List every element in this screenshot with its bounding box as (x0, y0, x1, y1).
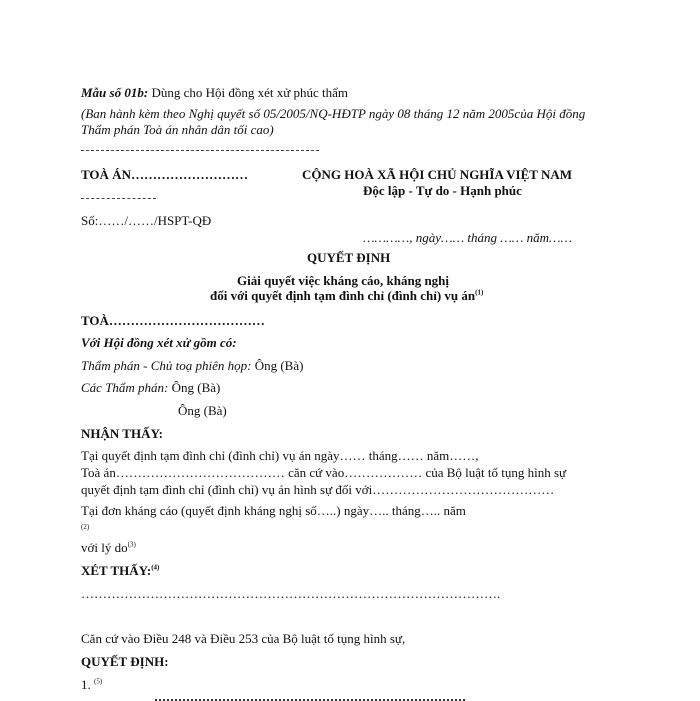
footnote-ref-4: (4) (151, 563, 160, 572)
header-divider (81, 150, 319, 151)
panel-heading: Với Hội đồng xét xử gồm có: (81, 335, 237, 350)
issued-note-line1: (Ban hành kèm theo Nghị quyết số 05/2005/NQ-HĐTP ngày 08 tháng 12 năm 2005của Hội đồng (81, 106, 586, 121)
appeal-line: Tại đơn kháng cáo (quyết định kháng nghị số…..) ngày….. tháng….. năm (81, 503, 466, 518)
reason-line: với lý $do^{(3)}$ (81, 540, 136, 555)
form-description: Dùng cho Hội đồng xét xử phúc thẩm (151, 85, 349, 100)
footnote-ref-5: (5) (94, 677, 103, 686)
decision-subtitle-1: Giải quyết việc kháng cáo, kháng nghị (237, 273, 450, 288)
judges-value-2: Ông (Bà) (178, 403, 227, 418)
issued-note-line2: Thẩm phán Toà án nhân dân tối cao) (81, 122, 274, 137)
consider-heading: XÉT THẤY:$^{(4)}$ (81, 563, 160, 578)
date-line: …………, ngày…… tháng …… năm…… (363, 230, 573, 245)
footnote-ref-1: (1) (475, 288, 484, 297)
judges-value-1: Ông (Bà) (171, 380, 221, 395)
findings-line-1: Tại quyết định tạm đình chỉ (đình chỉ) vụ án ngày…… tháng…… năm……, (81, 448, 479, 463)
form-header (81, 85, 348, 101)
court-divider (81, 198, 156, 199)
findings-line-3: quyết định tạm đình chỉ (đình chỉ) vụ án hình sự đối với…………………………………… (81, 482, 555, 497)
court-name: TOÀ ÁN……………………… (81, 167, 248, 182)
footnote-ref-3: (3) (127, 540, 136, 549)
legal-basis: Căn cứ vào Điều 248 và Điều 253 của Bộ luật tố tụng hình sự, (81, 631, 406, 646)
judges-line (81, 380, 220, 396)
decision-title: QUYẾT ĐỊNH (307, 250, 391, 265)
form-label: Mẫu số 01b: (81, 85, 149, 100)
judges-label: Các Thẩm phán: (81, 380, 169, 395)
toa-line: TOÀ……………………………… (81, 313, 265, 328)
presiding-value: Ông (Bà) (254, 358, 304, 373)
findings-line-2: Toà án………………………………… căn cứ vào……………… của Bộ luật tố tụng hình sự (81, 465, 567, 480)
footnote-ref-2: (2) (81, 523, 90, 531)
presiding-label: Thẩm phán - Chủ toạ phiên họp: (81, 358, 252, 373)
decision-subtitle-2: đối với quyết định tạm đình chỉ (đình chỉ) vụ $án^{(1)}$ (210, 288, 484, 303)
presiding-judge-line (81, 358, 303, 374)
decision-item-1: 1. $^{(5)}$ (81, 677, 103, 692)
decision-number: Số:……/……/HSPT-QĐ (81, 213, 212, 228)
decide-heading: QUYẾT ĐỊNH: (81, 654, 169, 669)
nation-title: CỘNG HOÀ XÃ HỘI CHỦ NGHĨA VIỆT NAM (302, 167, 573, 182)
nation-motto: Độc lập - Tự do - Hạnh phúc (363, 183, 522, 198)
findings-heading: NHẬN THẤY: (81, 426, 163, 441)
consider-dots: ……………………………………………………………………………………. (81, 586, 501, 601)
